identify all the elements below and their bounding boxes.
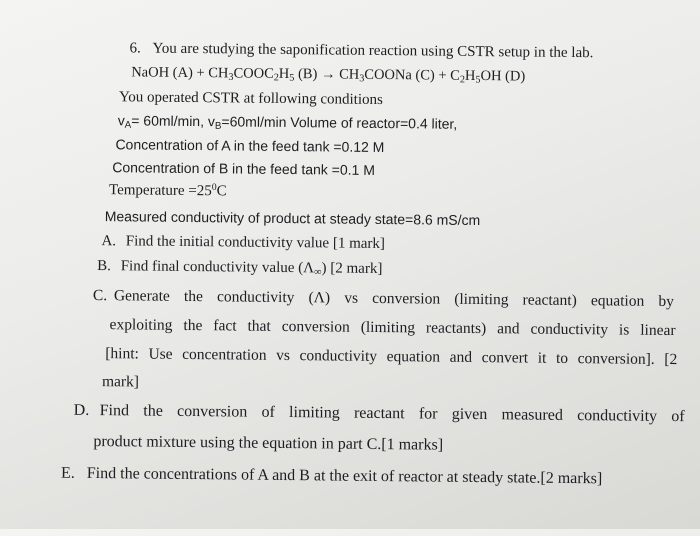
part-b: B. Find final conductivity value $(\Lambda_\infty)$ [2 mark] (97, 258, 383, 279)
part-d-line1: Find the conversion of limiting reactant for given measured conductivity of (99, 402, 685, 426)
part-c-line1: Generate the conductivity (Λ) vs conversion (limiting reactant) equation by (113, 287, 674, 311)
part-c-line4: mark] (101, 373, 140, 391)
part-c-letter: C. (92, 286, 108, 305)
concentration-b: Concentration of B in the feed tank =0.1 M (112, 159, 375, 178)
reaction-arrow-icon: → (320, 66, 336, 83)
concentration-a: Concentration of A in the feed tank =0.12 M (115, 136, 385, 156)
part-d-letter: D. (73, 401, 90, 419)
part-b-letter: B. (97, 258, 112, 275)
part-e: E. Find the concentrations of A and B at the exit of reactor at steady state.[2 marks] (60, 464, 603, 488)
part-c-line3: [hint: Use concentration vs conductivity equation and convert it to conversion]. [2 (105, 345, 678, 369)
question-intro-line (129, 41, 593, 61)
flow-rates-line: $v_A= 60ml/\min$, $v_B=60ml/\min$ Volume of reactor=0.4 liter, (117, 112, 458, 132)
part-a: A. Find the initial conductivity value [1 mark] (101, 233, 386, 253)
temperature: Temperature $=25^0C$ (108, 181, 227, 200)
part-a-letter: A. (101, 233, 117, 250)
question-intro: You are studying the saponification reaction using CSTR setup in the lab. (152, 40, 594, 62)
part-c-line2: exploiting the fact that conversion (limiting reactants) and conductivity is linear (109, 316, 676, 340)
question-number: 6. (129, 40, 141, 57)
reaction-equation: NaOH $(A) + CH_3COOC_2H_5$ $(B) \to CH_3COONa$ $(C) + C_2H_5OH$ (D) (131, 64, 526, 86)
measured-conductivity: Measured conductivity of product at steady state=8.6 mS/cm (104, 208, 481, 229)
operated-conditions-heading: You operated CSTR at following conditions (118, 89, 383, 109)
part-d-line2: product mixture using the equation in part C.[1 marks] (93, 433, 444, 454)
part-e-letter: E. (60, 464, 75, 482)
